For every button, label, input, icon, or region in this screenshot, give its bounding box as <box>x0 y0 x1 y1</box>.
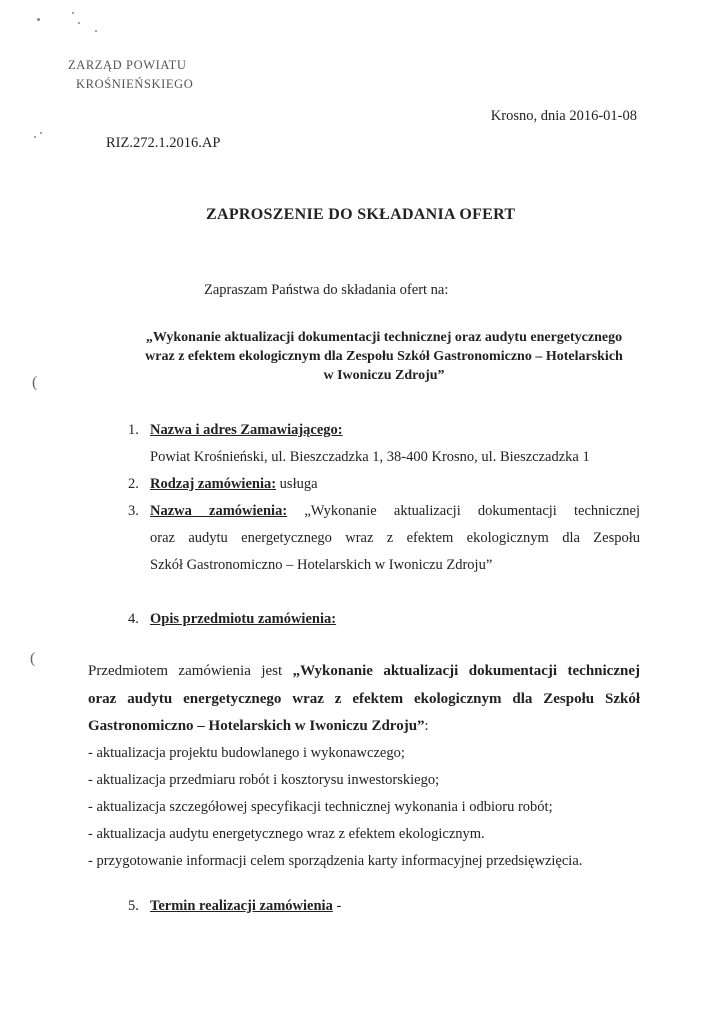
subject-block <box>120 328 648 385</box>
reference-number: RIZ.272.1.2016.AP <box>106 135 221 151</box>
section-number: 5. <box>128 898 139 914</box>
subject-line: „Wykonanie aktualizacji dokumentacji technicznej oraz audytu energetycznego <box>145 330 623 345</box>
scan-speck <box>40 132 42 134</box>
margin-mark: ( <box>32 374 38 391</box>
section-3 <box>128 503 640 520</box>
description-bold: Gastronomiczno – Hotelarskich w Iwoniczu Zdroju” <box>88 718 425 734</box>
section-heading: Termin realizacji zamówienia <box>150 898 333 914</box>
section-number: 4. <box>128 611 139 627</box>
description-tail: : <box>424 718 429 734</box>
subject-line: wraz z efektem ekologicznym dla Zespołu Szkół Gastronomiczno – Hotelarskich <box>145 349 623 364</box>
section-text: „Wykonanie aktualizacji dokumentacji technicznej <box>304 503 640 519</box>
bullet-item: - przygotowanie informacji celem sporządzenia karty informacyjnej przedsięwzięcia. <box>88 853 583 869</box>
bullet-item: - aktualizacja projektu budowlanego i wykonawczego; <box>88 745 405 761</box>
page-title: ZAPROSZENIE DO SKŁADANIA OFERT <box>206 206 516 223</box>
description-line-1 <box>88 663 640 680</box>
section-1-text: Powiat Krośnieński, ul. Bieszczadzka 1, 38-400 Krosno, ul. Bieszczadzka 1 <box>150 449 590 465</box>
section-number: 1. <box>128 422 139 438</box>
description-line-3 <box>88 718 429 735</box>
scan-speck <box>78 22 80 24</box>
section-5-heading <box>128 898 341 915</box>
bullet-item: - aktualizacja szczegółowej specyfikacji technicznej wykonania i odbioru robót; <box>88 799 553 815</box>
section-1-heading <box>128 422 343 439</box>
stamp-line-2: KROŚNIEŃSKIEGO <box>76 77 194 91</box>
section-heading: Rodzaj zamówienia: <box>150 476 277 492</box>
subject-line: w Iwoniczu Zdroju” <box>323 368 445 383</box>
scan-speck <box>95 30 97 32</box>
section-2 <box>128 476 318 493</box>
place-date: Krosno, dnia 2016-01-08 <box>490 108 637 124</box>
bullet-item: - aktualizacja audytu energetycznego wraz z efektem ekologicznym. <box>88 826 485 842</box>
stamp-line-1: ZARZĄD POWIATU <box>68 58 187 72</box>
description-lead: Przedmiotem zamówienia jest <box>88 663 283 679</box>
section-heading: Opis przedmiotu zamówienia: <box>150 611 337 627</box>
section-heading: Nazwa i adres Zamawiającego: <box>150 422 343 438</box>
section-4-heading <box>128 611 336 628</box>
scan-speck <box>37 18 40 21</box>
intro-text: Zapraszam Państwa do składania ofert na: <box>204 282 449 298</box>
bullet-item: - aktualizacja przedmiaru robót i kosztorysu inwestorskiego; <box>88 772 440 788</box>
section-suffix: - <box>336 898 342 914</box>
scan-speck <box>34 136 36 138</box>
description-line-2: oraz audytu energetycznego wraz z efektem ekologicznym dla Zespołu Szkół <box>88 691 640 707</box>
section-3-line-2: oraz audytu energetycznego wraz z efektem ekologicznym dla Zespołu <box>150 530 640 546</box>
section-3-line-3: Szkół Gastronomiczno – Hotelarskich w Iwoniczu Zdroju” <box>150 557 493 573</box>
section-number: 3. <box>128 503 139 519</box>
section-3-line-1 <box>128 503 640 520</box>
scan-speck <box>72 12 74 14</box>
section-heading: Nazwa zamówienia: <box>150 503 288 519</box>
description-bold: „Wykonanie aktualizacji dokumentacji technicznej <box>292 663 640 679</box>
section-number: 2. <box>128 476 139 492</box>
margin-mark: ( <box>30 650 36 667</box>
section-text: usługa <box>279 476 318 492</box>
